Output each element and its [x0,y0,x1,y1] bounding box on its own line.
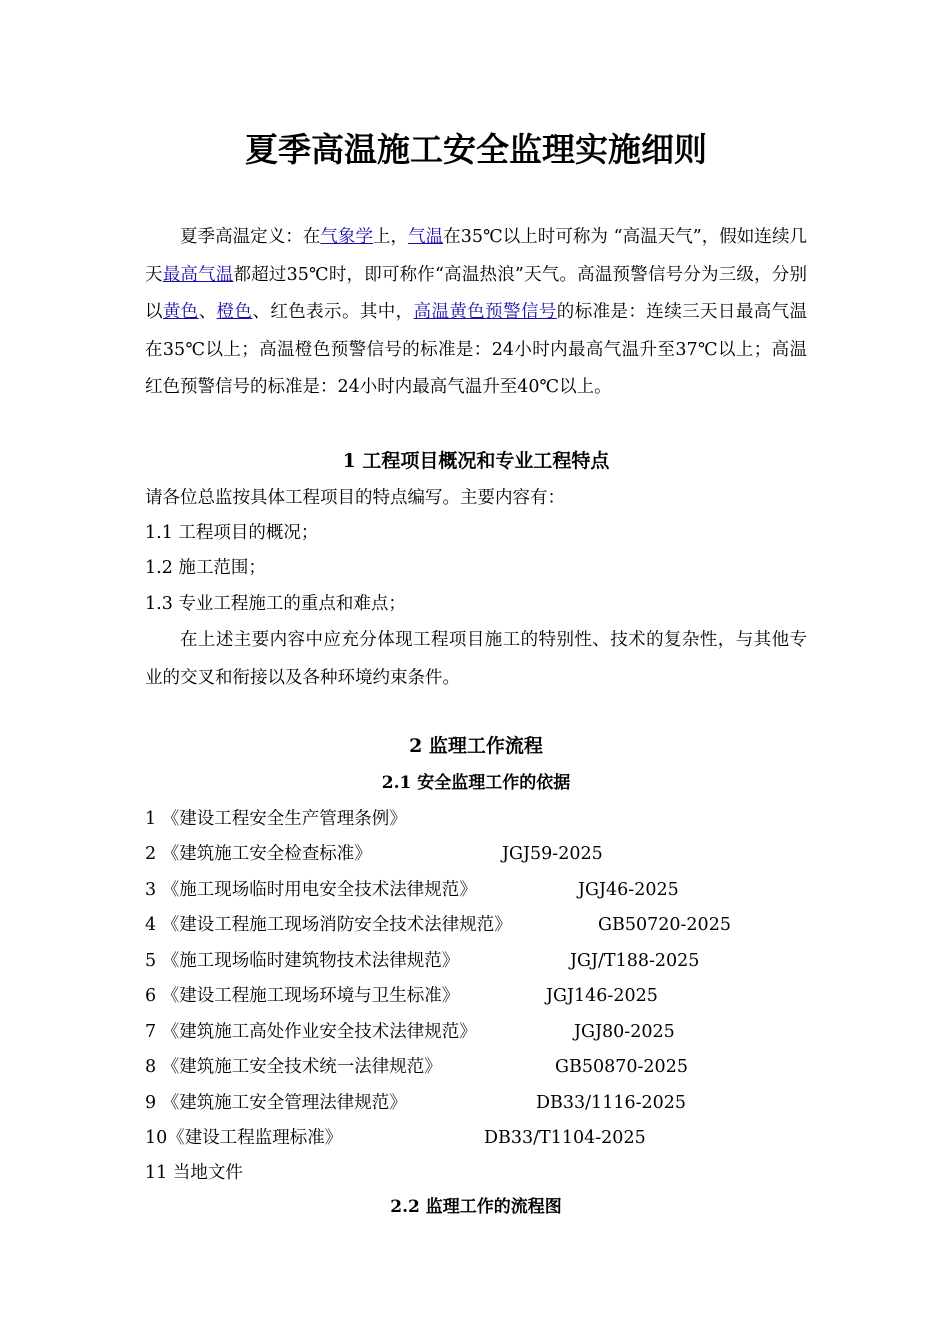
reference-item: 5 《施工现场临时建筑物技术法律规范》 [145,951,460,971]
reference-code: JGJ/T188-2025 [570,951,700,971]
reference-item: 6 《建设工程施工现场环境与卫生标准》 [145,986,460,1006]
section2-heading: 2 监理工作流程 [409,735,543,757]
section1-item: 1.2 施工范围； [145,558,266,578]
reference-code: GB50720-2025 [598,915,731,935]
intro-text: 的标准是：连续三天日最高气温在35℃以上；高温橙色预警信号的标准是：24小时内最高气温升至37℃以上；高温红色预警信号的标准是：24小时内最高气温升至40℃以上。 [145,302,808,397]
section2-sub2: 2.2 监理工作的流程图 [390,1197,562,1217]
link-yellow-warning[interactable]: 高温黄色预警信号 [413,302,557,322]
link-max-temperature[interactable]: 最高气温 [162,264,234,285]
reference-code: JGJ46-2025 [578,880,679,900]
section1-item: 1.1 工程项目的概况； [145,523,319,543]
reference-code: JGJ59-2025 [502,844,603,864]
reference-code: DB33/1116-2025 [536,1093,687,1113]
intro-paragraph [145,219,807,407]
intro-text: 、红色表示。其中， [252,302,414,322]
reference-code: GB50870-2025 [555,1057,688,1077]
section1-heading: 1 工程项目概况和专业工程特点 [342,450,610,472]
intro-text: 夏季高温定义：在 [180,227,321,247]
reference-code: JGJ80-2025 [574,1022,675,1042]
link-temperature[interactable]: 气温 [408,227,444,247]
reference-item: 1 《建设工程安全生产管理条例》 [145,809,407,829]
section1-summary: 在上述主要内容中应充分体现工程项目施工的特别性、技术的复杂性，与其他专业的交叉和衔接以及各种环境约束条件。 [145,630,807,688]
reference-item: 4 《建设工程施工现场消防安全技术法律规范》 [145,915,512,935]
intro-text: 在35℃以上时可称为 “高温天气”，假如连续几天 [145,227,807,285]
document-title: 夏季高温施工安全监理实施细则 [245,130,707,169]
reference-item: 10《建设工程监理标准》 [145,1128,343,1148]
reference-code: JGJ146-2025 [546,986,658,1006]
link-yellow[interactable]: 黄色 [162,302,199,322]
link-orange[interactable]: 橙色 [216,302,253,322]
reference-item: 11 当地文件 [145,1163,243,1183]
reference-item: 9 《建筑施工安全管理法律规范》 [145,1093,407,1113]
reference-item: 2 《建筑施工安全检查标准》 [145,844,372,864]
intro-text: 上， [373,227,409,247]
reference-item: 7 《建筑施工高处作业安全技术法律规范》 [145,1022,477,1042]
reference-item: 8 《建筑施工安全技术统一法律规范》 [145,1057,442,1077]
intro-text: 都超过35℃时，即可称作“高温热浪”天气。高温预警信号分为三级，分别以 [145,264,808,322]
intro-text: 、 [198,302,217,322]
reference-code: DB33/T1104-2025 [484,1128,646,1148]
link-meteorology[interactable]: 气象学 [320,227,374,247]
reference-item: 3 《施工现场临时用电安全技术法律规范》 [145,880,477,900]
section1-item: 1.3 专业工程施工的重点和难点； [145,594,406,614]
section1-lead: 请各位总监按具体工程项目的特点编写。主要内容有： [145,488,565,508]
section2-sub1: 2.1 安全监理工作的依据 [381,773,571,793]
